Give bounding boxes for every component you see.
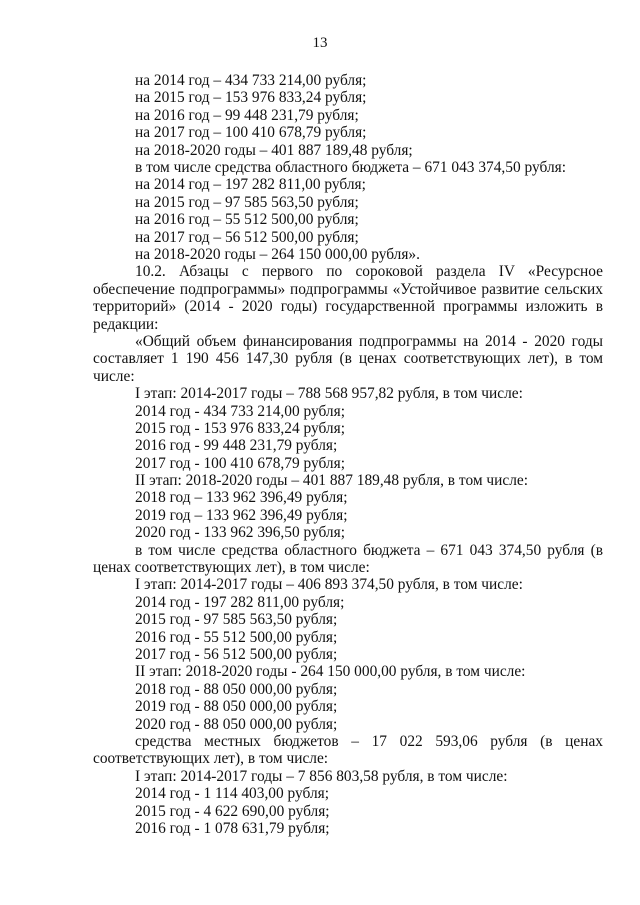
list-line: 2016 год - 1 078 631,79 рубля; xyxy=(135,819,330,837)
funding-list-a xyxy=(93,72,603,263)
list-line: II этап: 2018-2020 годы - 264 150 000,00 рубля, в том числе: xyxy=(135,663,526,681)
list-line: I этап: 2014-2017 годы – 788 568 957,82 рубля, в том числе: xyxy=(135,385,523,403)
list-line: на 2015 год – 97 585 563,50 рубля; xyxy=(135,193,359,211)
list-line: на 2018-2020 годы – 401 887 189,48 рубля; xyxy=(135,141,413,159)
list-line: 2016 год - 99 448 231,79 рубля; xyxy=(135,437,338,455)
list-line: на 2017 год – 100 410 678,79 рубля; xyxy=(135,124,367,142)
list-line: на 2018-2020 годы – 264 150 000,00 рубля». xyxy=(135,245,420,263)
list-line: на 2015 год – 153 976 833,24 рубля; xyxy=(135,89,367,107)
list-line: 2018 год – 133 962 396,49 рубля; xyxy=(135,489,348,507)
list-line: II этап: 2018-2020 годы – 401 887 189,48 рубля, в том числе: xyxy=(135,472,529,490)
list-line: 2019 год - 88 050 000,00 рубля; xyxy=(135,698,338,716)
funding-list-d xyxy=(93,768,603,838)
list-line: на 2014 год – 434 733 214,00 рубля; xyxy=(135,72,367,89)
list-line: 2018 год - 88 050 000,00 рубля; xyxy=(135,680,338,698)
list-line: 2014 год - 1 114 403,00 рубля; xyxy=(135,785,330,803)
list-line: 2015 год - 153 976 833,24 рубля; xyxy=(135,419,345,437)
list-line: 2017 год - 56 512 500,00 рубля; xyxy=(135,646,338,664)
list-line: I этап: 2014-2017 годы – 406 893 374,50 рубля, в том числе: xyxy=(135,576,523,594)
document-body xyxy=(93,72,603,837)
list-line: в том числе средства областного бюджета – 671 043 374,50 рубля: xyxy=(135,158,566,176)
list-line: 2020 год - 88 050 000,00 рубля; xyxy=(135,715,338,733)
list-line: на 2016 год – 55 512 500,00 рубля; xyxy=(135,211,359,229)
list-line: 2015 год - 4 622 690,00 рубля; xyxy=(135,802,330,820)
list-line: 2019 год – 133 962 396,49 рубля; xyxy=(135,506,348,524)
list-line: 2014 год - 434 733 214,00 рубля; xyxy=(135,402,345,420)
list-line: 2020 год - 133 962 396,50 рубля; xyxy=(135,524,345,542)
list-line: на 2014 год – 197 282 811,00 рубля; xyxy=(135,176,366,194)
list-line: 2014 год - 197 282 811,00 рубля; xyxy=(135,593,345,611)
paragraph-10-2: 10.2. Абзацы с первого по сороковой раздела IV «Ресурсное обеспечение подпрограммы» подпрограммы «Устойчивое развитие сельских территорий» (2014 - 2020 годы) государственной программы изложить в редакции: xyxy=(93,263,603,333)
list-line: 2017 год - 100 410 678,79 рубля; xyxy=(135,454,345,472)
paragraph-total-funding: «Общий объем финансирования подпрограммы на 2014 - 2020 годы составляет 1 190 456 147,30 рубля (в ценах соответствующих лет), в том числе: xyxy=(93,332,603,385)
funding-list-b xyxy=(93,385,603,542)
paragraph-regional-budget: в том числе средства областного бюджета – 671 043 374,50 рубля (в ценах соответствующих лет), в том числе: xyxy=(93,541,603,577)
list-line: 2016 год - 55 512 500,00 рубля; xyxy=(135,628,338,646)
funding-list-c xyxy=(93,576,603,733)
list-line: I этап: 2014-2017 годы – 7 856 803,58 рубля, в том числе: xyxy=(135,767,508,785)
paragraph-local-budgets: средства местных бюджетов – 17 022 593,06 рубля (в ценах соответствующих лет), в том числе: xyxy=(93,732,603,768)
page-number: 13 xyxy=(312,35,328,51)
list-line: на 2016 год – 99 448 231,79 рубля; xyxy=(135,106,359,124)
list-line: на 2017 год – 56 512 500,00 рубля; xyxy=(135,228,359,246)
list-line: 2015 год - 97 585 563,50 рубля; xyxy=(135,611,338,629)
